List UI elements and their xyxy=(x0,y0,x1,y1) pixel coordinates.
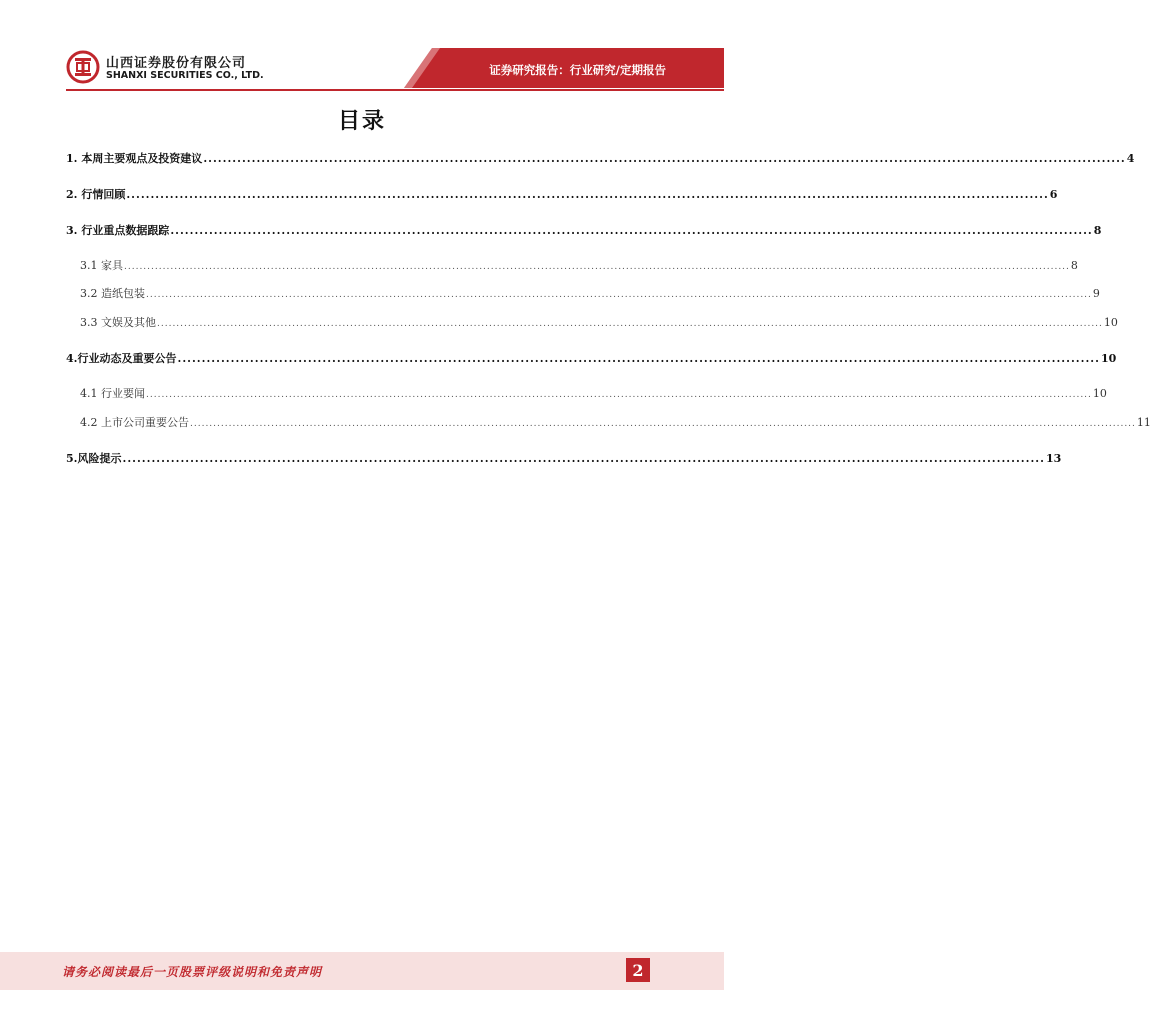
toc-leader-dots: ............................................................................................................................................................................................... xyxy=(203,152,1126,165)
toc-leader-dots: ............................................................................................................................................................................................... xyxy=(170,224,1093,237)
toc-entry[interactable] xyxy=(66,186,1058,202)
toc-leader-dots: ..................................................................................................................................................................................................................................................... xyxy=(157,319,1103,329)
disclaimer-notice: 请务必阅读最后一页股票评级说明和免责声明 xyxy=(62,965,323,979)
toc-entry-label: 3. 行业重点数据跟踪 xyxy=(66,224,170,237)
toc-entry-label: 3.3 文娱及其他 xyxy=(80,316,156,329)
header-divider xyxy=(66,89,724,91)
toc-leader-dots: ..................................................................................................................................................................................................................................................... xyxy=(146,390,1092,400)
toc-entry-page: 8 xyxy=(1093,224,1102,237)
page-title: 目录 xyxy=(337,109,386,134)
toc-subentry[interactable] xyxy=(80,385,1107,401)
company-name-en: SHANXI SECURITIES CO., LTD. xyxy=(106,70,264,81)
report-type-label: 证券研究报告：行业研究/定期报告 xyxy=(489,63,666,77)
toc-entry[interactable] xyxy=(66,222,1102,238)
shanxi-securities-logo-icon xyxy=(66,50,100,84)
toc-entry-page: 8 xyxy=(1070,259,1078,272)
toc-entry-label: 1. 本周主要观点及投资建议 xyxy=(66,152,203,165)
toc-entry-label: 4.行业动态及重要公告 xyxy=(66,352,177,365)
toc-leader-dots: ..................................................................................................................................................................................................................................................... xyxy=(190,419,1136,429)
toc-entry-page: 10 xyxy=(1092,387,1107,400)
toc-entry[interactable] xyxy=(66,350,1117,366)
toc-entry-page: 10 xyxy=(1100,352,1117,365)
toc-entry-page: 11 xyxy=(1136,416,1151,429)
toc-leader-dots: ..................................................................................................................................................................................................................................................... xyxy=(146,290,1092,300)
toc-entry-page: 4 xyxy=(1126,152,1135,165)
toc-entry-label: 3.1 家具 xyxy=(80,259,123,272)
toc-entry-label: 5.风险提示 xyxy=(66,452,122,465)
toc-leader-dots: ..................................................................................................................................................................................................................................................... xyxy=(124,262,1070,272)
toc-subentry[interactable] xyxy=(80,257,1078,273)
toc-leader-dots: ............................................................................................................................................................................................... xyxy=(126,188,1049,201)
page-header xyxy=(0,0,724,100)
toc-entry[interactable] xyxy=(66,150,1135,166)
toc-entry-label: 3.2 造纸包装 xyxy=(80,287,145,300)
toc-entry-label: 4.2 上市公司重要公告 xyxy=(80,416,189,429)
company-name-cn: 山西证券股份有限公司 xyxy=(106,56,247,71)
toc-subentry[interactable] xyxy=(80,314,1118,330)
toc-entry[interactable] xyxy=(66,450,1062,466)
toc-entry-page: 6 xyxy=(1049,188,1058,201)
toc-entry-label: 4.1 行业要闻 xyxy=(80,387,145,400)
toc-entry-page: 13 xyxy=(1045,452,1062,465)
toc-subentry[interactable] xyxy=(80,414,1151,430)
toc-leader-dots: ............................................................................................................................................................................................... xyxy=(177,352,1100,365)
toc-entry-page: 9 xyxy=(1092,287,1100,300)
toc-entry-label: 2. 行情回顾 xyxy=(66,188,126,201)
toc-subentry[interactable] xyxy=(80,285,1100,301)
page-number-badge: 2 xyxy=(626,958,650,982)
toc-entry-page: 10 xyxy=(1103,316,1118,329)
toc-leader-dots: ............................................................................................................................................................................................... xyxy=(122,452,1045,465)
